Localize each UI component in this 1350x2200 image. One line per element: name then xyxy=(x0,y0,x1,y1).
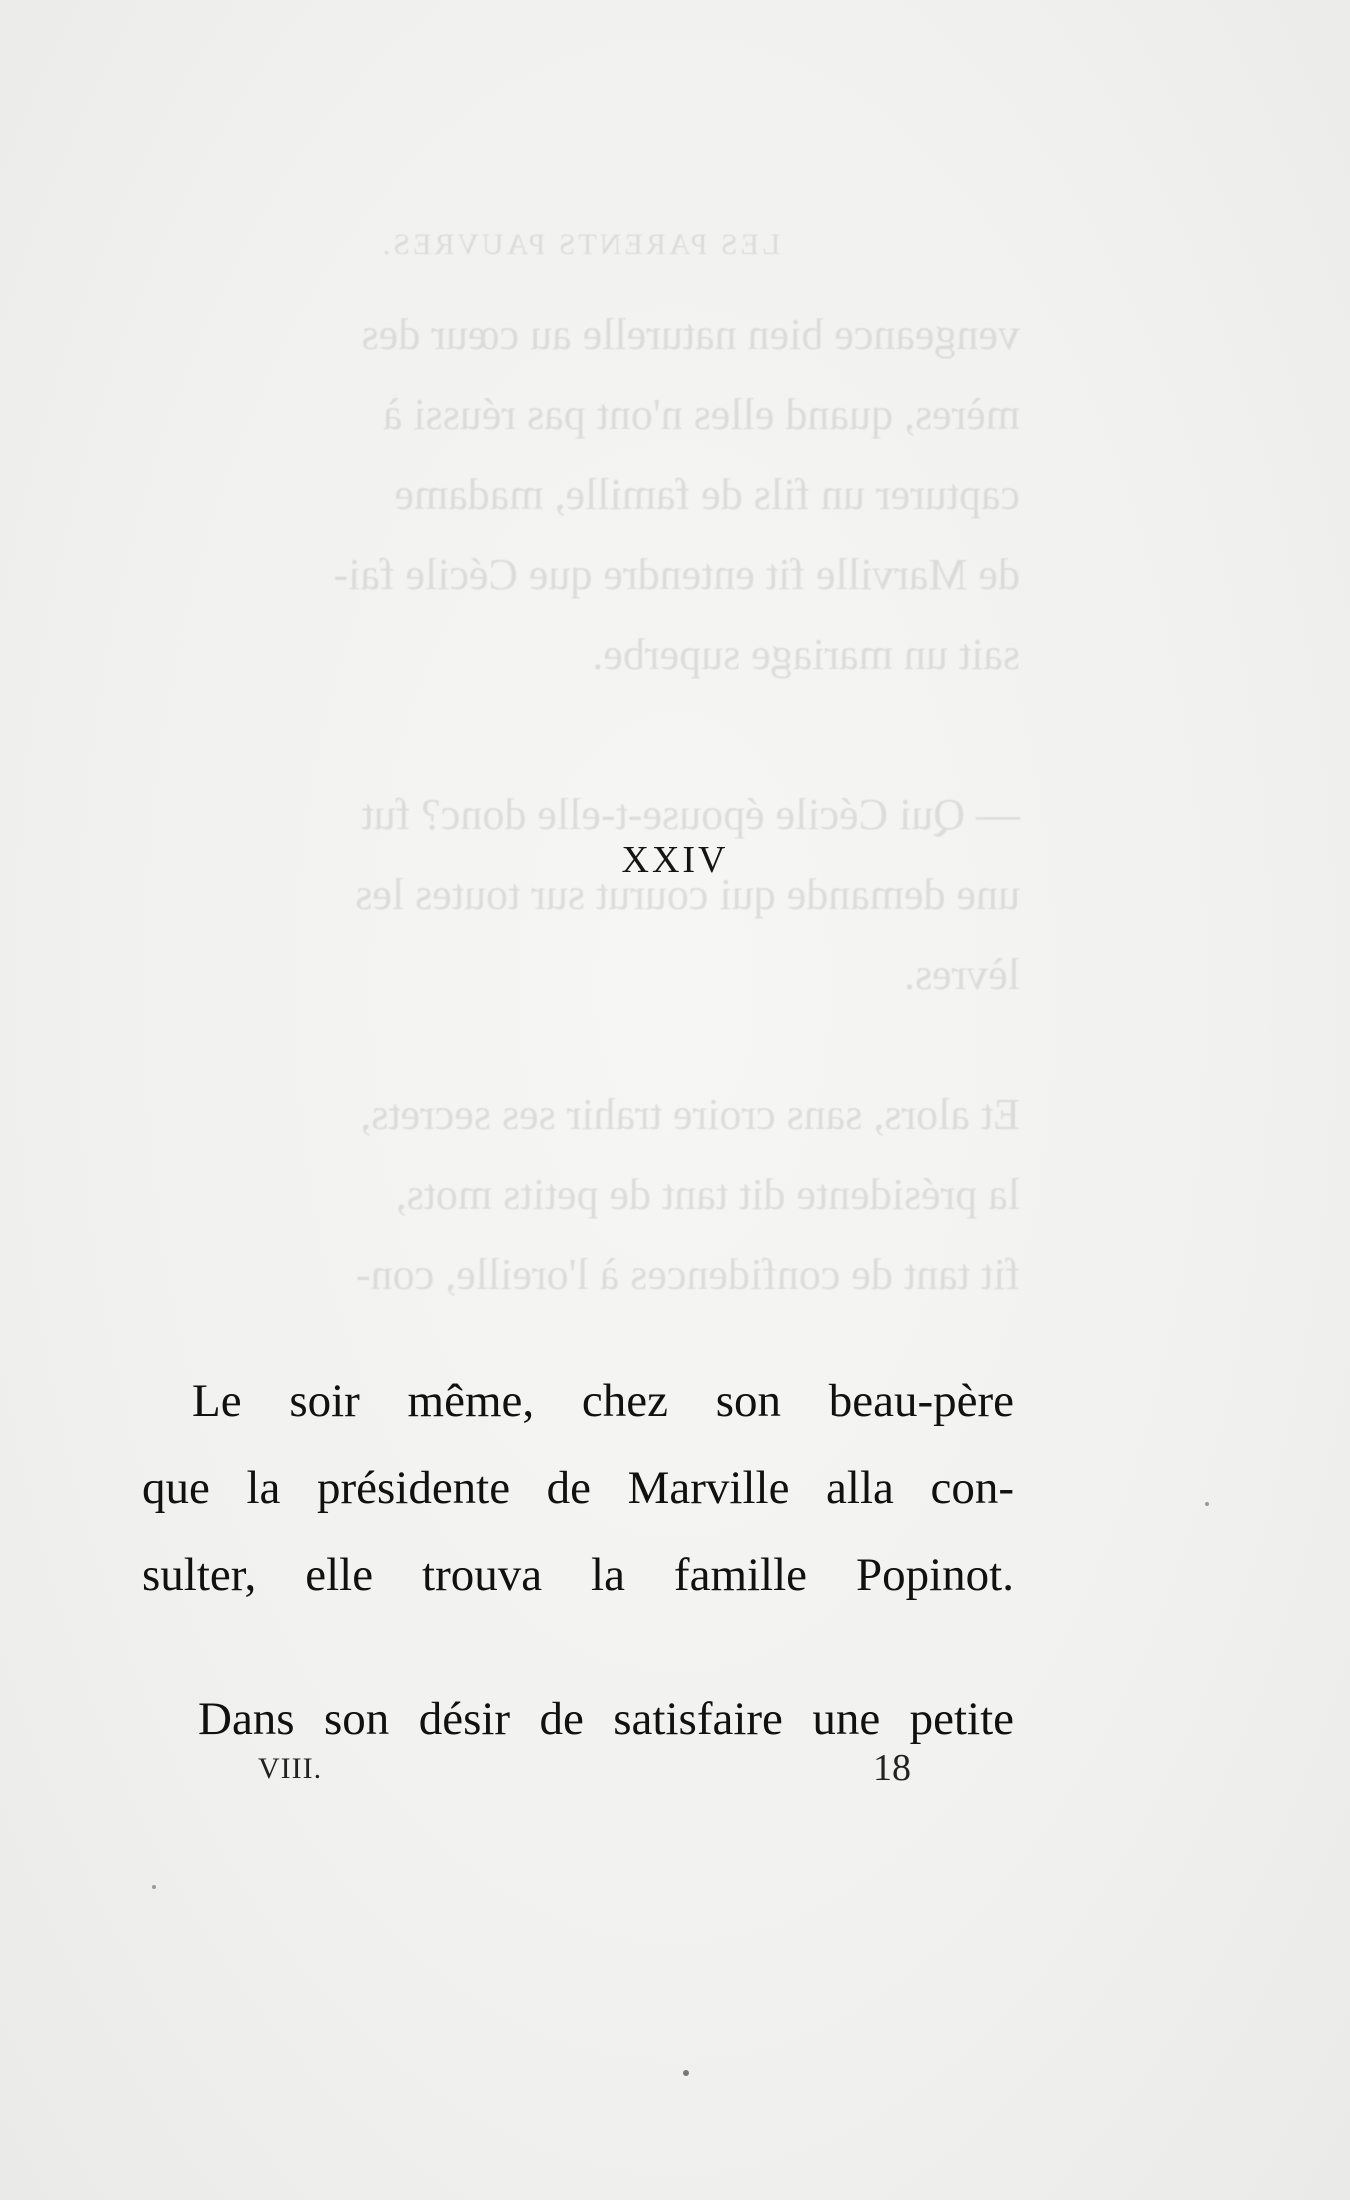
paper-speck xyxy=(1205,1502,1209,1506)
show-through-header: LES PARENTS PAUVRES. xyxy=(379,228,781,261)
text-line: Le soir même, chez son beau-père xyxy=(192,1375,1014,1427)
show-through-line: mères, quand elles n'ont pas réussi à xyxy=(382,390,1020,439)
paper-speck xyxy=(683,2070,689,2076)
show-through-line: de Marville fit entendre que Cécile fai- xyxy=(333,550,1020,599)
paper-speck xyxy=(152,1885,156,1889)
show-through-line: Et alors, sans croire trahir ses secrets, xyxy=(360,1090,1020,1139)
show-through-line: une demande qui courut sur toutes les xyxy=(355,870,1020,919)
sheet-number: 18 xyxy=(873,1747,911,1789)
show-through-line: capturer un fils de famille, madame xyxy=(394,470,1020,519)
text-line: sulter, elle trouva la famille Popinot. xyxy=(142,1549,1014,1601)
show-through-line: la présidente dit tant de petits mots, xyxy=(395,1170,1020,1219)
chapter-heading: XXIV xyxy=(621,839,729,881)
show-through-line: lèvres. xyxy=(903,950,1020,999)
text-line: Dans son désir de satisfaire une petite xyxy=(198,1693,1014,1745)
show-through-line: fit tant de confidences à l'oreille, con- xyxy=(356,1250,1020,1299)
show-through-line: sait un mariage superbe. xyxy=(592,630,1020,679)
show-through-line: — Qui Cécile épouse-t-elle donc? fut xyxy=(361,790,1020,839)
show-through-text xyxy=(140,205,1020,1315)
show-through-line: vengeance bien naturelle au cœur des xyxy=(361,310,1020,359)
text-line: que la présidente de Marville alla con- xyxy=(142,1462,1014,1514)
signature-mark: VIII. xyxy=(258,1752,323,1785)
paragraph-1 xyxy=(142,1358,1014,1619)
